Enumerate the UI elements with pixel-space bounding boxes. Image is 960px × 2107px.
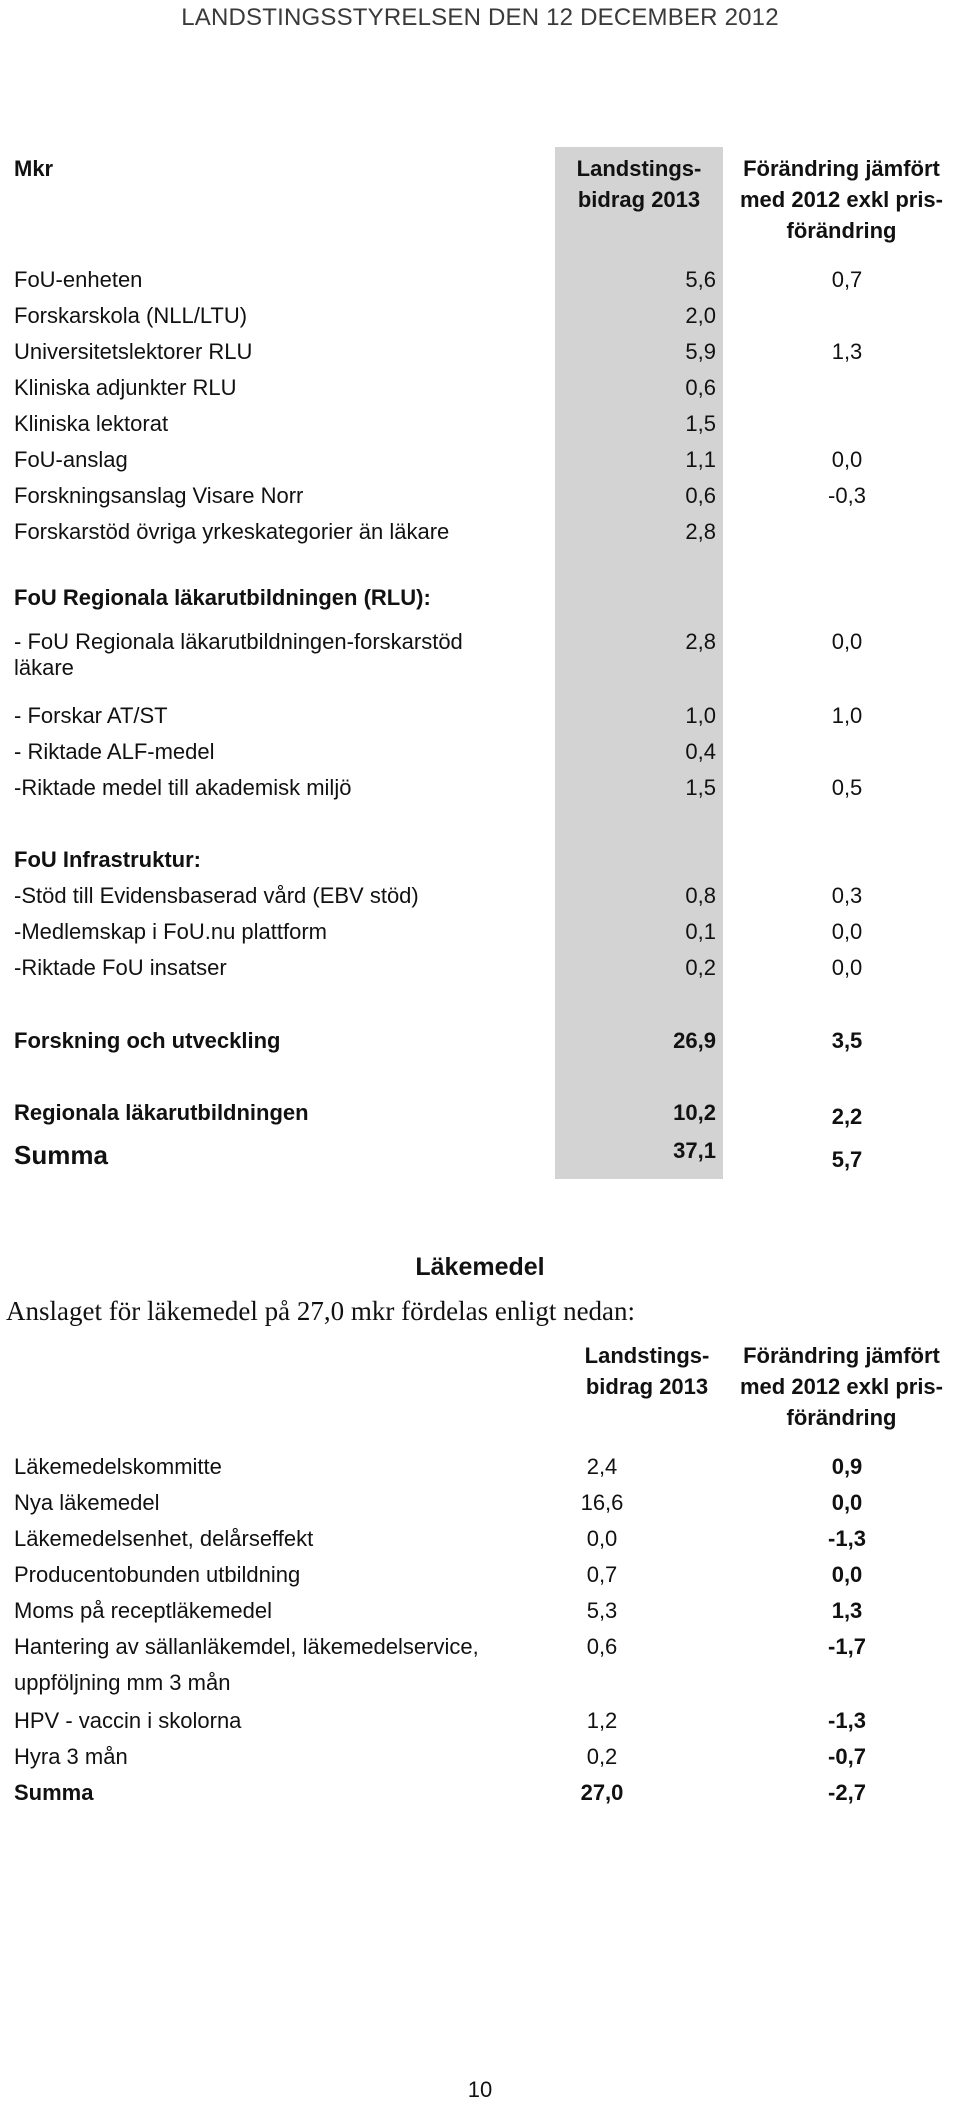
row-value-bidrag: 0,6 xyxy=(685,483,716,508)
row-value-bidrag: 1,5 xyxy=(685,775,716,800)
header-line: förändring xyxy=(786,1405,897,1430)
row-label: Summa xyxy=(14,1140,108,1170)
row-value-forandring: -1,3 xyxy=(828,1526,866,1551)
table-header-landstingsbidrag xyxy=(555,153,723,215)
row-value-bidrag: 5,3 xyxy=(586,1598,618,1623)
row-value-forandring: 0,0 xyxy=(831,447,863,472)
row-label: Hantering av sällanläkemdel, läkemedelservice, uppföljning mm 3 mån xyxy=(14,1634,479,1695)
row-label: Regionala läkarutbildningen xyxy=(14,1100,309,1125)
row-value-forandring: 0,0 xyxy=(831,1490,863,1515)
row-value-forandring: 1,3 xyxy=(831,1598,863,1623)
table-header-forandring xyxy=(723,153,960,246)
row-value-bidrag: 0,7 xyxy=(586,1562,618,1587)
row-value-bidrag: 10,2 xyxy=(673,1100,716,1125)
section-title-lakemedel: Läkemedel xyxy=(415,1253,545,1281)
row-label: Producentobunden utbildning xyxy=(14,1562,301,1587)
row-value-forandring: 2,2 xyxy=(831,1104,863,1129)
row-label: Forskning och utveckling xyxy=(14,1028,281,1053)
table-header-forandring xyxy=(723,1340,960,1433)
row-label: -Riktade FoU insatser xyxy=(14,955,227,980)
row-label: Moms på receptläkemedel xyxy=(14,1598,273,1623)
row-value-bidrag: 0,0 xyxy=(586,1526,618,1551)
row-label: - Forskar AT/ST xyxy=(14,703,168,728)
row-value-bidrag: 2,4 xyxy=(586,1454,618,1479)
header-line: bidrag 2013 xyxy=(585,1374,709,1399)
row-value-forandring: 0,5 xyxy=(831,775,863,800)
row-label: FoU-anslag xyxy=(14,447,128,472)
row-value-bidrag: 27,0 xyxy=(580,1780,624,1805)
row-value-forandring: 1,3 xyxy=(831,339,863,364)
row-value-bidrag: 0,6 xyxy=(685,375,716,400)
row-label: Forskningsanslag Visare Norr xyxy=(14,483,304,508)
header-line: förändring xyxy=(786,218,897,243)
section-intro: Anslaget för läkemedel på 27,0 mkr fördelas enligt nedan: xyxy=(6,1296,636,1326)
header-line: med 2012 exkl pris- xyxy=(739,1374,943,1399)
row-value-forandring: 1,0 xyxy=(831,703,863,728)
row-value-bidrag: 16,6 xyxy=(580,1490,624,1515)
row-label: Läkemedelskommitte xyxy=(14,1454,222,1479)
row-value-forandring: 0,0 xyxy=(831,919,863,944)
table-header-mkr: Mkr xyxy=(14,156,54,181)
row-label: - FoU Regionala läkarutbildningen-forskarstöd läkare xyxy=(14,629,463,680)
header-line: bidrag 2013 xyxy=(577,187,701,212)
row-value-bidrag: 0,1 xyxy=(685,919,716,944)
table-header-landstingsbidrag xyxy=(572,1340,722,1402)
row-value-forandring: 0,9 xyxy=(831,1454,863,1479)
row-value-forandring: -1,3 xyxy=(828,1708,866,1733)
row-value-bidrag: 5,9 xyxy=(685,339,716,364)
row-label: Universitetslektorer RLU xyxy=(14,339,253,364)
row-label: FoU Regionala läkarutbildningen (RLU): xyxy=(14,585,431,610)
row-label: Kliniska lektorat xyxy=(14,411,169,436)
row-label: -Medlemskap i FoU.nu plattform xyxy=(14,919,327,944)
row-label: FoU Infrastruktur: xyxy=(14,847,201,872)
row-value-bidrag: 0,4 xyxy=(685,739,716,764)
landstingsbidrag-column-shading xyxy=(555,147,723,1179)
row-value-bidrag: 1,2 xyxy=(586,1708,618,1733)
row-value-bidrag: 26,9 xyxy=(673,1028,716,1053)
row-label: Summa xyxy=(14,1780,94,1805)
row-value-bidrag: 0,2 xyxy=(685,955,716,980)
row-value-forandring: 3,5 xyxy=(831,1028,863,1053)
row-value-forandring: 0,3 xyxy=(831,883,863,908)
row-value-forandring: -1,7 xyxy=(828,1634,866,1659)
row-value-bidrag: 5,6 xyxy=(685,267,716,292)
row-label: Kliniska adjunkter RLU xyxy=(14,375,237,400)
header-line: Landstings- xyxy=(584,1343,710,1368)
row-value-bidrag: 1,0 xyxy=(685,703,716,728)
row-value-bidrag: 37,1 xyxy=(673,1138,716,1163)
header-line: Förändring jämfört xyxy=(743,156,940,181)
row-value-forandring: 0,0 xyxy=(831,1562,863,1587)
header-line: med 2012 exkl pris- xyxy=(739,187,943,212)
row-value-bidrag: 2,0 xyxy=(685,303,716,328)
row-label: FoU-enheten xyxy=(14,267,143,292)
row-value-forandring: 5,7 xyxy=(831,1147,863,1172)
row-value-bidrag: 0,2 xyxy=(586,1744,618,1769)
row-value-forandring: -0,3 xyxy=(828,483,866,508)
row-value-bidrag: 1,1 xyxy=(685,447,716,472)
row-label: Forskarskola (NLL/LTU) xyxy=(14,303,248,328)
row-label: HPV - vaccin i skolorna xyxy=(14,1708,242,1733)
row-value-bidrag: 0,6 xyxy=(586,1634,618,1659)
row-label: -Stöd till Evidensbaserad vård (EBV stöd) xyxy=(14,883,419,908)
row-value-bidrag: 1,5 xyxy=(685,411,716,436)
row-value-forandring: -2,7 xyxy=(828,1780,866,1805)
page-header: LANDSTINGSSTYRELSEN DEN 12 DECEMBER 2012 xyxy=(181,4,779,31)
page-number: 10 xyxy=(467,2077,493,2102)
row-label: Hyra 3 mån xyxy=(14,1744,128,1769)
row-label: Läkemedelsenhet, delårseffekt xyxy=(14,1526,314,1551)
header-line: Förändring jämfört xyxy=(743,1343,940,1368)
row-value-bidrag: 0,8 xyxy=(685,883,716,908)
header-line: Landstings- xyxy=(576,156,702,181)
row-label: Nya läkemedel xyxy=(14,1490,160,1515)
row-label: -Riktade medel till akademisk miljö xyxy=(14,775,352,800)
row-label: Forskarstöd övriga yrkeskategorier än läkare xyxy=(14,519,450,544)
row-value-bidrag: 2,8 xyxy=(685,519,716,544)
row-value-bidrag: 2,8 xyxy=(685,629,716,654)
row-value-forandring: 0,7 xyxy=(831,267,863,292)
row-value-forandring: -0,7 xyxy=(828,1744,866,1769)
row-label: - Riktade ALF-medel xyxy=(14,739,215,764)
row-value-forandring: 0,0 xyxy=(831,629,863,654)
row-value-forandring: 0,0 xyxy=(831,955,863,980)
